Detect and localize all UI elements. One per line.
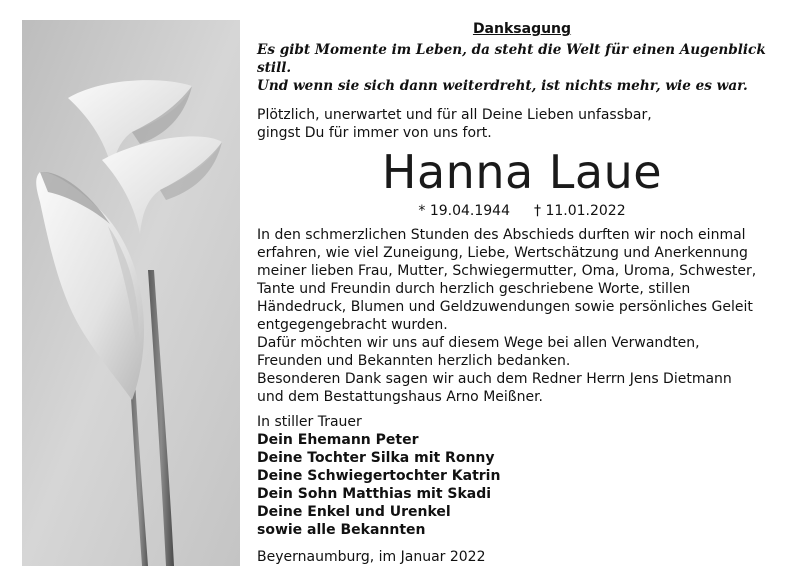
birth-date: * 19.04.1944 [418, 203, 510, 219]
mourner-line: Deine Schwiegertochter Katrin [257, 468, 501, 484]
body-line: meiner lieben Frau, Mutter, Schwiegermutter, Oma, Uroma, Schwester, [257, 263, 757, 279]
quote-line: Und wenn sie sich dann weiterdreht, ist nichts mehr, wie es war. [257, 78, 748, 94]
body-line: Händedruck, Blumen und Geldzuwendungen sowie persönliches Geleit [257, 299, 753, 315]
intro-line: Plötzlich, unerwartet und für all Deine Lieben unfassbar, [257, 107, 652, 123]
opening-quote [257, 41, 787, 95]
body-line: Freunden und Bekannten herzlich bedanken. [257, 353, 571, 369]
mourner-line: Dein Sohn Matthias mit Skadi [257, 486, 492, 502]
body-line: Dafür möchten wir uns auf diesem Wege bei allen Verwandten, [257, 335, 700, 351]
deceased-name: Hanna Laue [381, 145, 663, 199]
intro-line: gingst Du für immer von uns fort. [257, 125, 492, 141]
mourner-line: Deine Tochter Silka mit Ronny [257, 450, 495, 466]
place-and-date: Beyernaumburg, im Januar 2022 [257, 549, 486, 565]
mourner-line: Deine Enkel und Urenkel [257, 504, 451, 520]
death-date: † 11.01.2022 [534, 203, 626, 219]
thanks-body [257, 226, 787, 406]
body-line: und dem Bestattungshaus Arno Meißner. [257, 389, 544, 405]
notice-heading: Danksagung [472, 21, 572, 37]
body-line: Besonderen Dank sagen wir auch dem Redner Herrn Jens Dietmann [257, 371, 732, 387]
body-line: Tante und Freundin durch herzlich geschriebene Worte, stillen [257, 281, 691, 297]
life-dates [257, 202, 787, 220]
signoff-intro: In stiller Trauer [257, 414, 362, 430]
obituary-notice [257, 20, 787, 566]
quote-line: Es gibt Momente im Leben, da steht die Welt für einen Augenblick still. [257, 42, 766, 76]
calla-lily-icon [22, 20, 240, 566]
body-line: erfahren, wie viel Zuneigung, Liebe, Wertschätzung und Anerkennung [257, 245, 748, 261]
mourners-signoff [257, 413, 787, 539]
calla-lily-photo [22, 20, 240, 566]
mourner-line: Dein Ehemann Peter [257, 432, 419, 448]
body-line: entgegengebracht wurden. [257, 317, 448, 333]
intro-text [257, 106, 787, 142]
body-line: In den schmerzlichen Stunden des Abschieds durften wir noch einmal [257, 227, 746, 243]
mourner-line: sowie alle Bekannten [257, 522, 426, 538]
